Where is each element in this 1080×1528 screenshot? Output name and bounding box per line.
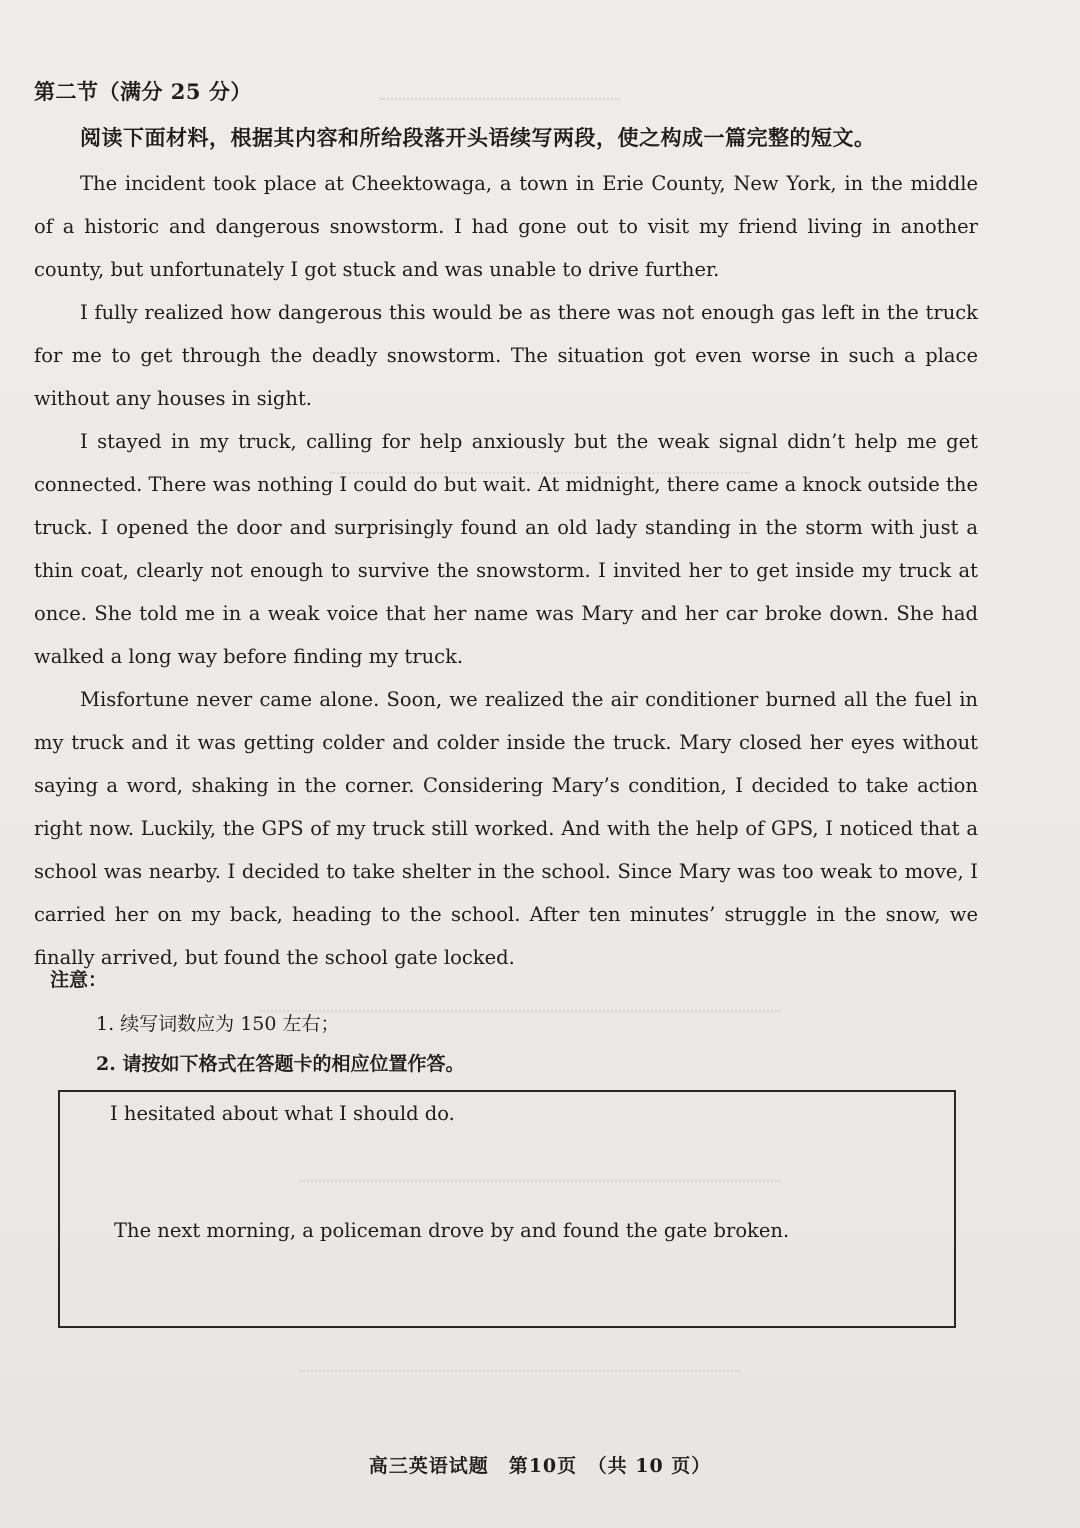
paragraph-opening-1: I hesitated about what I should do. [110,1102,455,1125]
bleed-through-texture [300,1360,740,1372]
paragraph-opening-2: The next morning, a policeman drove by and found the gate broken. [114,1219,790,1242]
note-item: 2. 请按如下格式在答题卡的相应位置作答。 [96,1053,465,1075]
answer-box [58,1090,956,1328]
section-title: 第二节（满分 25 分） [34,79,252,104]
page-footer: 高三英语试题 第10页 （共 10 页） [368,1455,712,1477]
notes-title: 注意： [50,969,108,991]
passage-paragraph: Misfortune never came alone. Soon, we realized the air conditioner burned all the fuel in my truck and it was getting colder and colder inside the truck. Mary closed her eyes without saying a word, shaking in the corner. Considering Mary’s condition, I decided to take action right now. Luckily, the GPS of my truck still worked. And with the help of GPS, I noticed that a school was nearby. I decided to take shelter in the school. Since Mary was too weak to move, I carried her on my back, heading to the school. After ten minutes’ struggle in the snow, we finally arrived, but found the school gate locked. [34,688,978,969]
reading-passage [34,162,978,979]
instruction-text: 阅读下面材料，根据其内容和所给段落开头语续写两段，使之构成一篇完整的短文。 [80,125,876,150]
passage-paragraph: I fully realized how dangerous this would be as there was not enough gas left in the truck for me to get through the deadly snowstorm. The situation got even worse in such a place without any houses in sight. [34,301,978,410]
passage-paragraph: I stayed in my truck, calling for help anxiously but the weak signal didn’t help me get connected. There was nothing I could do but wait. At midnight, there came a knock outside the truck. I opened the door and surprisingly found an old lady standing in the storm with just a thin coat, clearly not enough to survive the snowstorm. I invited her to get inside my truck at once. She told me in a weak voice that her name was Mary and her car broke down. She had walked a long way before finding my truck. [34,430,978,668]
bleed-through-texture [380,88,620,100]
passage-paragraph: The incident took place at Cheektowaga, a town in Erie County, New York, in the middle of a historic and dangerous snowstorm. I had gone out to visit my friend living in another county, but unfortunately I got stuck and was unable to drive further. [34,172,978,281]
note-item: 1. 续写词数应为 150 左右； [96,1013,340,1035]
